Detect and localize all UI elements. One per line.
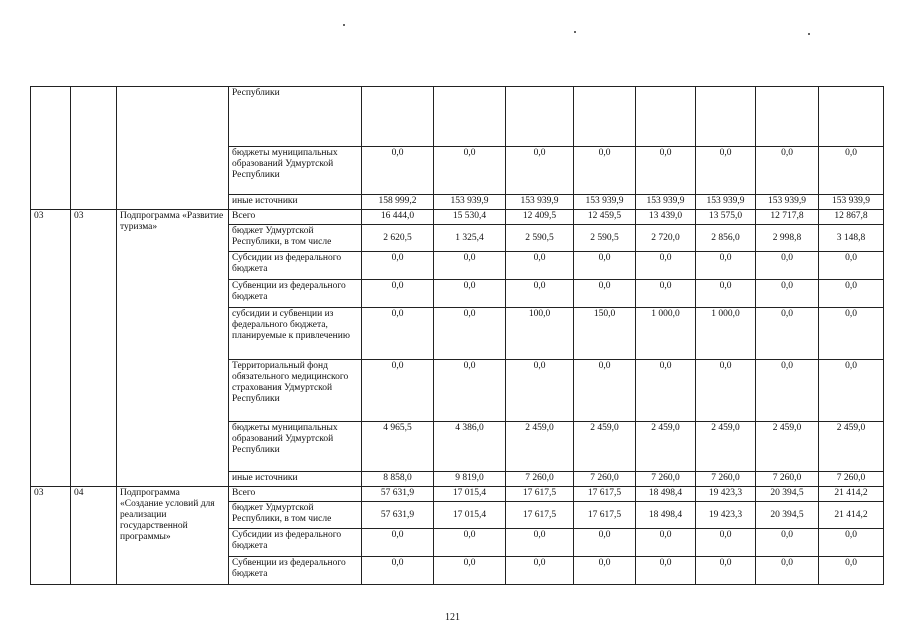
value-cell: 0,0 xyxy=(819,280,884,308)
value-cell: 17 015,4 xyxy=(434,502,506,529)
table-row xyxy=(31,87,884,147)
value-cell: 7 260,0 xyxy=(636,472,696,487)
value-cell: 13 575,0 xyxy=(696,210,756,225)
value-cell: 0,0 xyxy=(362,529,434,557)
value-cell: 1 325,4 xyxy=(434,225,506,252)
value-cell: 17 617,5 xyxy=(574,487,636,502)
value-cell: 0,0 xyxy=(756,147,819,195)
value-cell: 0,0 xyxy=(574,147,636,195)
funding-source-cell: Субсидии из федерального бюджета xyxy=(229,252,362,280)
funding-source-cell: иные источники xyxy=(229,472,362,487)
value-cell: 0,0 xyxy=(362,308,434,360)
subprogram-code-cell: 04 xyxy=(71,487,117,585)
budget-table xyxy=(30,86,884,585)
value-cell: 153 939,9 xyxy=(756,195,819,210)
value-cell: 158 999,2 xyxy=(362,195,434,210)
funding-source-cell: бюджеты муниципальных образований Удмуртской Республики xyxy=(229,422,362,472)
value-cell: 0,0 xyxy=(362,252,434,280)
value-cell: 0,0 xyxy=(434,360,506,422)
value-cell: 0,0 xyxy=(434,557,506,585)
value-cell: 2 459,0 xyxy=(506,422,574,472)
value-cell: 2 720,0 xyxy=(636,225,696,252)
value-cell: 150,0 xyxy=(574,308,636,360)
scan-speck xyxy=(343,24,345,26)
subprogram-name-cell: Подпрограмма «Развитие туризма» xyxy=(117,210,229,487)
value-cell: 8 858,0 xyxy=(362,472,434,487)
value-cell: 2 459,0 xyxy=(756,422,819,472)
value-cell: 2 590,5 xyxy=(506,225,574,252)
value-cell: 0,0 xyxy=(636,360,696,422)
subprogram-name-cell xyxy=(117,87,229,210)
value-cell xyxy=(506,87,574,147)
value-cell: 0,0 xyxy=(574,280,636,308)
value-cell: 2 590,5 xyxy=(574,225,636,252)
value-cell xyxy=(696,87,756,147)
value-cell: 0,0 xyxy=(434,147,506,195)
value-cell xyxy=(574,87,636,147)
value-cell xyxy=(819,87,884,147)
value-cell: 0,0 xyxy=(756,252,819,280)
funding-source-cell: Субвенции из федерального бюджета xyxy=(229,557,362,585)
value-cell: 0,0 xyxy=(696,252,756,280)
value-cell: 18 498,4 xyxy=(636,502,696,529)
funding-source-cell: бюджет Удмуртской Республики, в том числе xyxy=(229,502,362,529)
value-cell: 4 965,5 xyxy=(362,422,434,472)
value-cell: 12 717,8 xyxy=(756,210,819,225)
value-cell: 0,0 xyxy=(574,360,636,422)
value-cell: 19 423,3 xyxy=(696,487,756,502)
value-cell: 153 939,9 xyxy=(506,195,574,210)
value-cell: 0,0 xyxy=(574,557,636,585)
value-cell: 0,0 xyxy=(506,280,574,308)
value-cell: 20 394,5 xyxy=(756,502,819,529)
value-cell: 57 631,9 xyxy=(362,502,434,529)
value-cell: 100,0 xyxy=(506,308,574,360)
value-cell: 21 414,2 xyxy=(819,487,884,502)
value-cell: 153 939,9 xyxy=(636,195,696,210)
value-cell: 13 439,0 xyxy=(636,210,696,225)
funding-source-cell: Всего xyxy=(229,487,362,502)
value-cell: 0,0 xyxy=(362,557,434,585)
value-cell: 0,0 xyxy=(756,360,819,422)
value-cell: 0,0 xyxy=(696,360,756,422)
value-cell: 7 260,0 xyxy=(574,472,636,487)
value-cell: 0,0 xyxy=(756,557,819,585)
value-cell: 7 260,0 xyxy=(819,472,884,487)
value-cell: 0,0 xyxy=(362,147,434,195)
value-cell: 0,0 xyxy=(434,252,506,280)
value-cell: 0,0 xyxy=(696,557,756,585)
value-cell: 153 939,9 xyxy=(574,195,636,210)
subprogram-name-cell: Подпрограмма «Создание условий для реализации государственной программы» xyxy=(117,487,229,585)
value-cell: 17 015,4 xyxy=(434,487,506,502)
value-cell: 7 260,0 xyxy=(506,472,574,487)
value-cell: 0,0 xyxy=(636,252,696,280)
value-cell: 0,0 xyxy=(696,147,756,195)
value-cell xyxy=(756,87,819,147)
value-cell: 4 386,0 xyxy=(434,422,506,472)
value-cell: 0,0 xyxy=(636,147,696,195)
value-cell: 153 939,9 xyxy=(819,195,884,210)
value-cell: 3 148,8 xyxy=(819,225,884,252)
value-cell: 0,0 xyxy=(506,360,574,422)
value-cell: 0,0 xyxy=(819,360,884,422)
value-cell: 0,0 xyxy=(819,252,884,280)
value-cell: 1 000,0 xyxy=(636,308,696,360)
value-cell: 7 260,0 xyxy=(756,472,819,487)
value-cell: 2 459,0 xyxy=(636,422,696,472)
value-cell: 0,0 xyxy=(819,529,884,557)
value-cell: 0,0 xyxy=(506,252,574,280)
value-cell: 0,0 xyxy=(696,529,756,557)
value-cell: 0,0 xyxy=(506,529,574,557)
value-cell: 0,0 xyxy=(636,557,696,585)
value-cell: 0,0 xyxy=(362,280,434,308)
value-cell: 0,0 xyxy=(574,252,636,280)
value-cell xyxy=(434,87,506,147)
value-cell: 17 617,5 xyxy=(506,502,574,529)
value-cell: 12 409,5 xyxy=(506,210,574,225)
value-cell: 7 260,0 xyxy=(696,472,756,487)
funding-source-cell: Всего xyxy=(229,210,362,225)
program-code-cell: 03 xyxy=(31,210,71,487)
value-cell: 0,0 xyxy=(819,557,884,585)
funding-source-cell: Субвенции из федерального бюджета xyxy=(229,280,362,308)
value-cell: 2 459,0 xyxy=(696,422,756,472)
value-cell: 2 620,5 xyxy=(362,225,434,252)
value-cell: 0,0 xyxy=(819,147,884,195)
funding-source-cell: субсидии и субвенции из федерального бюджета, планируемые к привлечению xyxy=(229,308,362,360)
value-cell: 2 459,0 xyxy=(819,422,884,472)
value-cell: 0,0 xyxy=(362,360,434,422)
value-cell: 0,0 xyxy=(434,280,506,308)
value-cell: 15 530,4 xyxy=(434,210,506,225)
subprogram-code-cell xyxy=(71,87,117,210)
value-cell: 0,0 xyxy=(696,280,756,308)
funding-source-cell: иные источники xyxy=(229,195,362,210)
value-cell: 2 459,0 xyxy=(574,422,636,472)
value-cell: 57 631,9 xyxy=(362,487,434,502)
value-cell: 2 856,0 xyxy=(696,225,756,252)
funding-source-cell: бюджеты муниципальных образований Удмуртской Республики xyxy=(229,147,362,195)
value-cell: 153 939,9 xyxy=(434,195,506,210)
value-cell: 0,0 xyxy=(636,529,696,557)
value-cell: 12 867,8 xyxy=(819,210,884,225)
table-row xyxy=(31,487,884,502)
value-cell: 9 819,0 xyxy=(434,472,506,487)
value-cell: 16 444,0 xyxy=(362,210,434,225)
value-cell: 0,0 xyxy=(756,529,819,557)
value-cell: 17 617,5 xyxy=(506,487,574,502)
page-number: 121 xyxy=(445,612,460,623)
value-cell: 12 459,5 xyxy=(574,210,636,225)
funding-source-cell: бюджет Удмуртской Республики, в том числе xyxy=(229,225,362,252)
value-cell: 0,0 xyxy=(636,280,696,308)
value-cell: 19 423,3 xyxy=(696,502,756,529)
funding-source-cell: Субсидии из федерального бюджета xyxy=(229,529,362,557)
program-code-cell xyxy=(31,87,71,210)
value-cell xyxy=(636,87,696,147)
value-cell: 18 498,4 xyxy=(636,487,696,502)
table-row xyxy=(31,210,884,225)
scan-speck xyxy=(808,33,810,35)
value-cell: 2 998,8 xyxy=(756,225,819,252)
value-cell: 0,0 xyxy=(756,280,819,308)
subprogram-code-cell: 03 xyxy=(71,210,117,487)
value-cell: 20 394,5 xyxy=(756,487,819,502)
value-cell: 0,0 xyxy=(819,308,884,360)
scan-speck xyxy=(574,31,576,33)
value-cell xyxy=(362,87,434,147)
value-cell: 0,0 xyxy=(506,147,574,195)
value-cell: 1 000,0 xyxy=(696,308,756,360)
value-cell: 0,0 xyxy=(506,557,574,585)
funding-source-cell: Республики xyxy=(229,87,362,147)
value-cell: 0,0 xyxy=(434,308,506,360)
value-cell: 0,0 xyxy=(434,529,506,557)
funding-source-cell: Территориальный фонд обязательного медицинского страхования Удмуртской Республики xyxy=(229,360,362,422)
value-cell: 153 939,9 xyxy=(696,195,756,210)
value-cell: 0,0 xyxy=(574,529,636,557)
value-cell: 17 617,5 xyxy=(574,502,636,529)
value-cell: 0,0 xyxy=(756,308,819,360)
value-cell: 21 414,2 xyxy=(819,502,884,529)
program-code-cell: 03 xyxy=(31,487,71,585)
